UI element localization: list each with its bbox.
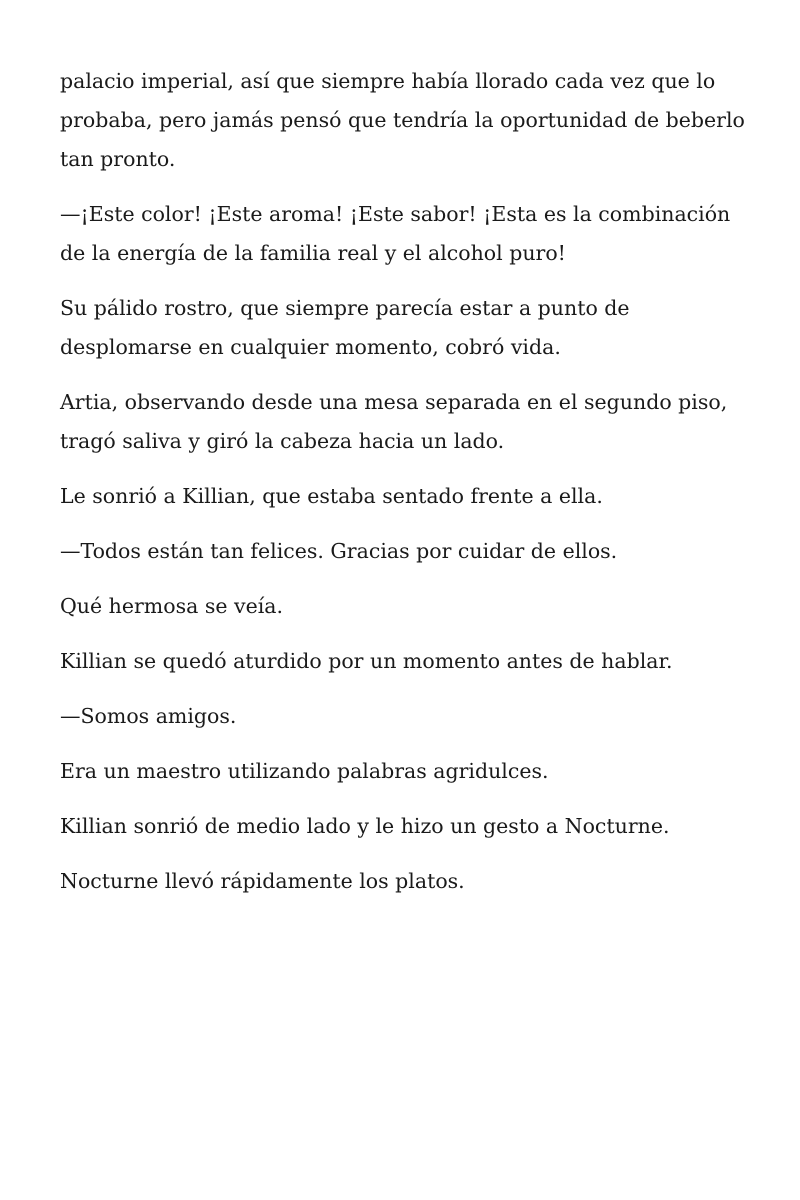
page-text — [60, 62, 750, 917]
paragraph: Le sonrió a Killian, que estaba sentado frente a ella. — [60, 484, 603, 508]
paragraph: —Somos amigos. — [60, 704, 237, 728]
paragraph: Era un maestro utilizando palabras agridulces. — [60, 759, 549, 783]
paragraph: Killian se quedó aturdido por un momento antes de hablar. — [60, 649, 673, 673]
paragraph: palacio imperial, así que siempre había llorado cada vez que lo probaba, pero jamás pensó que tendría la oportunidad de beberlo tan pronto. — [60, 69, 745, 171]
paragraph: Qué hermosa se veía. — [60, 594, 284, 618]
paragraph: Killian sonrió de medio lado y le hizo un gesto a Nocturne. — [60, 814, 670, 838]
paragraph: Su pálido rostro, que siempre parecía estar a punto de desplomarse en cualquier momento, cobró vida. — [60, 296, 630, 359]
paragraph: Nocturne llevó rápidamente los platos. — [60, 869, 465, 893]
paragraph: —Todos están tan felices. Gracias por cuidar de ellos. — [60, 539, 618, 563]
paragraph: Artia, observando desde una mesa separada en el segundo piso, tragó saliva y giró la cabeza hacia un lado. — [60, 390, 728, 453]
paragraph: —¡Este color! ¡Este aroma! ¡Este sabor! ¡Esta es la combinación de la energía de la familia real y el alcohol puro! — [60, 202, 731, 265]
